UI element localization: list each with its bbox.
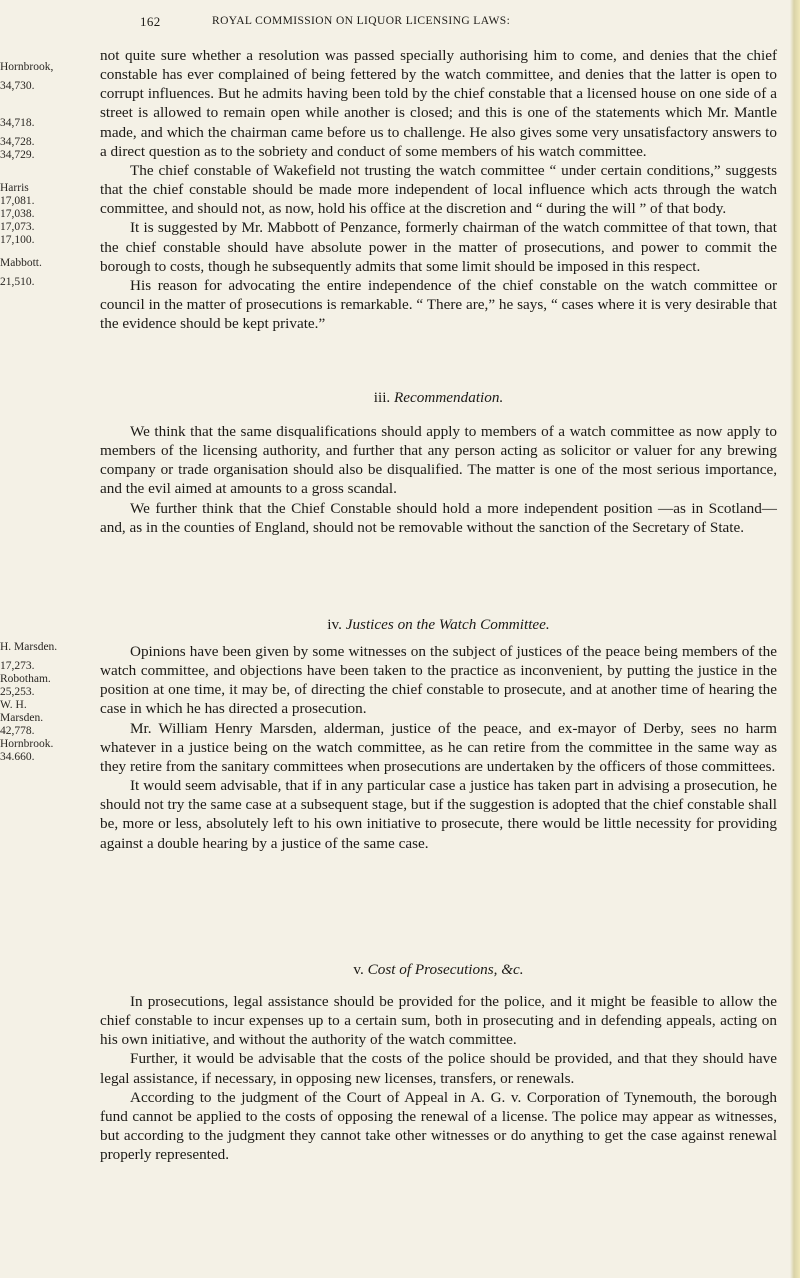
- section-number: iii.: [373, 389, 391, 406]
- text-block-4: [100, 992, 777, 1164]
- sidenote-line: Hornbrook,: [0, 61, 54, 73]
- sidenote-line: 34.660.: [0, 751, 35, 763]
- sidenote-line: Robotham.: [0, 673, 51, 685]
- sidenote-line: H. Marsden.: [0, 641, 58, 653]
- paragraph: Mr. William Henry Marsden, alderman, justice of the peace, and ex-mayor of Derby, sees no harm whatever in a justice being on the watch committee, as he can retire from the committee in the same way as they retire from the sanitary committees when prosecutions are undertaken by the officers of those committees.: [100, 719, 777, 775]
- paragraph: According to the judgment of the Court of Appeal in A. G. v. Corporation of Tynemouth, the borough fund cannot be applied to the costs of opposing the renewal of a license. The police may appear as witnesses, but according to the judgment they cannot take other witnesses or do anything to get the case against renewal properly represented.: [100, 1088, 777, 1164]
- section-number: v.: [353, 961, 364, 978]
- paragraph: We think that the same disqualifications should apply to members of a watch committee as now apply to members of the licensing authority, and further that any person acting as solicitor or valuer for any brewing company or trade organisation should also be disqualified. The matter is one of the most serious importance, and the evil aimed at amounts to a gross scandal.: [100, 423, 777, 498]
- paragraph: Further, it would be advisable that the costs of the police should be provided, and that they should have legal assistance, if necessary, in opposing new licenses, transfers, or renewals.: [100, 1050, 777, 1087]
- section-heading-costs: [100, 961, 777, 979]
- page-number: 162: [140, 14, 161, 29]
- section-title: Recommendation.: [394, 389, 504, 406]
- sidenote-line: 25,253.: [0, 686, 35, 698]
- sidenote-line: 17,073.: [0, 221, 35, 233]
- sidenote-line: Mabbott.: [0, 257, 42, 269]
- sidenote-mabbott: [0, 257, 92, 289]
- paragraph: It is suggested by Mr. Mabbott of Penzance, formerly chairman of the watch committee of that town, that the chief constable should have absolute power in the matter of prosecutions, and power to commit the borough to costs, though he subsequently admits that some limit should be imposed in this respect.: [100, 219, 777, 275]
- paragraph: We further think that the Chief Constable should hold a more independent position —as in Scotland—and, as in the counties of England, should not be removable without the sanction of the Secretary of State.: [100, 499, 777, 536]
- sidenote-line: 34,730.: [0, 80, 35, 92]
- sidenote-line: Hornbrook.: [0, 738, 54, 750]
- sidenote-line: W. H.: [0, 699, 27, 711]
- sidenote-line: Harris: [0, 182, 29, 194]
- sidenote-marsden: [0, 641, 92, 764]
- sidenote-harris: [0, 182, 92, 247]
- sidenote-line: 34,729.: [0, 149, 35, 161]
- text-block-3: [100, 642, 777, 853]
- paragraph: Opinions have been given by some witnesses on the subject of justices of the peace being members of the watch committee, and objections have been taken to the practice as inconvenient, by putting the justice in the position at one time, it may be, of directing the chief constable to prosecute, and at another time of hearing the case in which he has directed a prosecution.: [100, 643, 777, 718]
- running-head: [0, 14, 800, 34]
- paragraph: not quite sure whether a resolution was passed specially authorising him to come, and denies that the chief constable has ever complained of being fettered by the watch committee, and denies that the latter is open to corrupt influences. But he admits having been told by the chief constable that a licensed house on one side of a street is allowed to remain open while another is closed; and this is one of the statements which Mr. Mantle made, and which the chairman came before us to challenge. He also gives some very unsatisfactory answers to a direct question as to the sobriety and conduct of some members of his watch committee.: [100, 47, 777, 160]
- paragraph: It would seem advisable, that if in any particular case a justice has taken part in advising a prosecution, he should not try the same case at a subsequent stage, but if the suggestion is adopted that the chief constable shall be, more or less, absolutely left to his own initiative to prosecute, there would be little necessity for providing against a double hearing by a justice of the same case.: [100, 777, 777, 852]
- sidenote-line: 17,100.: [0, 234, 35, 246]
- sidenote-line: 17,273.: [0, 660, 35, 672]
- sidenote-line: 21,510.: [0, 276, 35, 288]
- section-title: Cost of Prosecutions, &c.: [367, 961, 524, 978]
- section-title: Justices on the Watch Committee.: [345, 616, 550, 633]
- sidenote-line: 34,718.: [0, 117, 35, 129]
- text-block-2: [100, 422, 777, 537]
- paragraph: The chief constable of Wakefield not trusting the watch committee “ under certain conditions,” suggests that the chief constable should be made more independent of local influence which acts through the watch committee, and should not, as now, hold his office at the discretion and “ during the will ” of that body.: [100, 161, 777, 218]
- paragraph: His reason for advocating the entire independence of the chief constable on the watch committee or council in the matter of prosecutions is remarkable. “ There are,” he says, “ cases where it is very desirable that the evidence should be kept private.”: [100, 276, 777, 333]
- sidenote-refs-34718: [0, 117, 92, 162]
- sidenote-line: 17,081.: [0, 195, 35, 207]
- section-number: iv.: [327, 616, 342, 633]
- text-block-1: [100, 46, 777, 333]
- running-title: ROYAL COMMISSION ON LIQUOR LICENSING LAWS:: [212, 15, 511, 27]
- section-heading-recommendation: [100, 389, 777, 407]
- sidenote-line: 34,728.: [0, 136, 35, 148]
- sidenote-line: Marsden.: [0, 712, 44, 724]
- sidenote-line: 17,038.: [0, 208, 35, 220]
- section-heading-justices: [100, 616, 777, 634]
- sidenote-hornbrook: [0, 61, 92, 93]
- paragraph: In prosecutions, legal assistance should be provided for the police, and it might be feasible to allow the chief constable to incur expenses up to a certain sum, both in prosecuting and in defending appeals, acting on his own initiative, and without the authority of the watch committee.: [100, 993, 777, 1049]
- sidenote-line: 42,778.: [0, 725, 35, 737]
- page-edge-shadow: [790, 0, 800, 1278]
